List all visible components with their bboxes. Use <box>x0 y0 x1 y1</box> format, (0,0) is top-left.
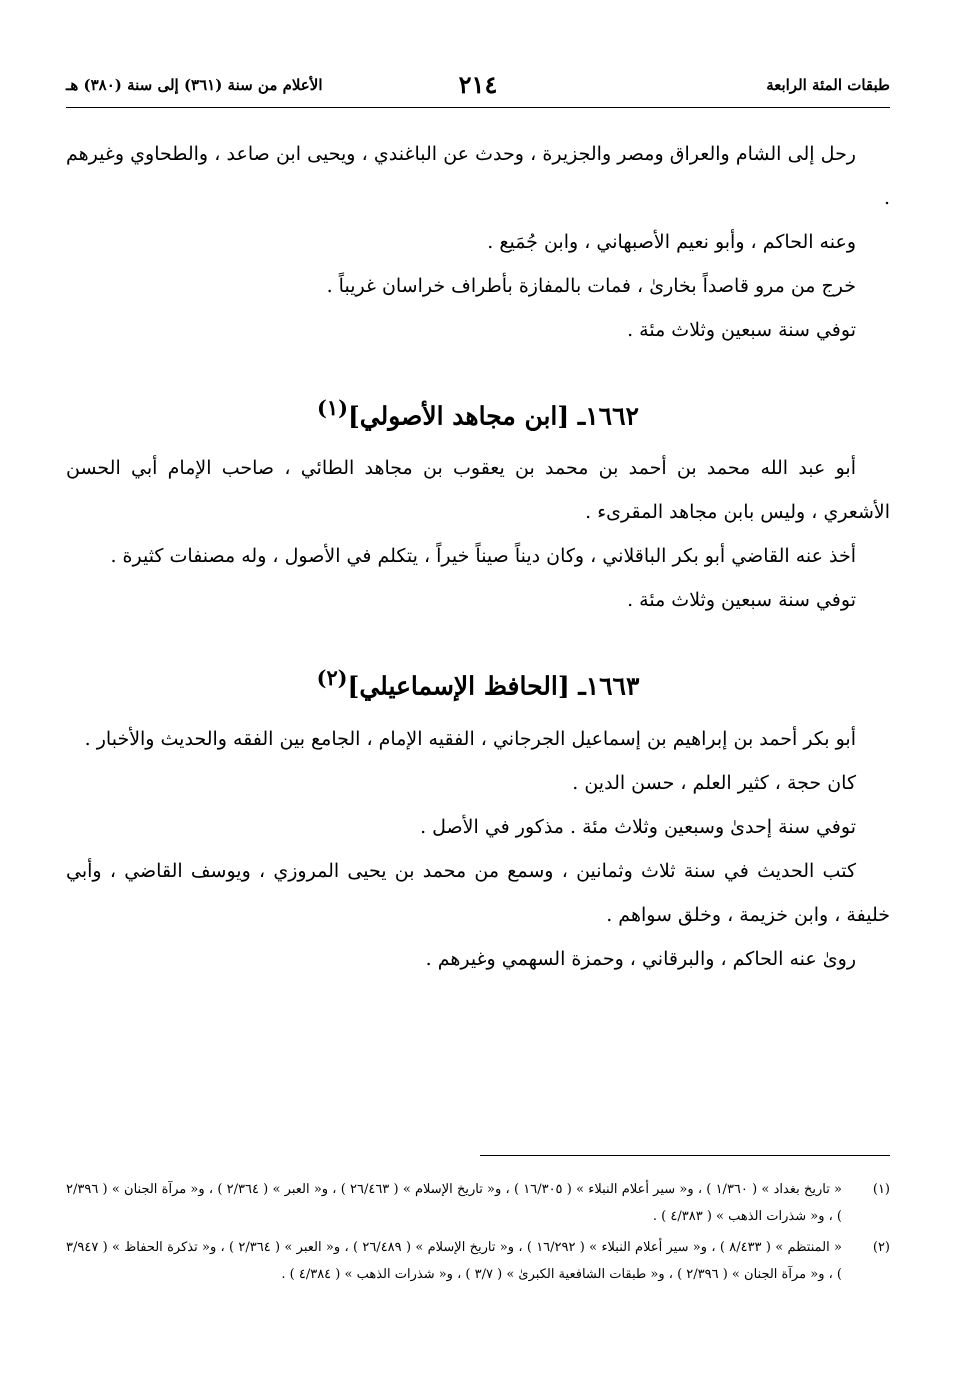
header-book-section: طبقات المئة الرابعة <box>766 76 890 94</box>
footnote-divider <box>480 1155 890 1156</box>
footnote-number: (١) <box>872 1182 890 1197</box>
footnote-number: (٢) <box>872 1240 890 1255</box>
entry-paragraph: توفي سنة إحدىٰ وسبعين وثلاث مئة . مذكور في الأصل . <box>420 815 856 838</box>
entry-paragraph: أخذ عنه القاضي أبو بكر الباقلاني ، وكان ديناً صيناً خيراً ، يتكلم في الأصول ، وله مصنفات كثيرة . <box>110 545 856 568</box>
entry-heading-text: ١٦٦٣ـ [الحافظ الإسماعيلي] <box>347 671 640 701</box>
entry-paragraph: كان حجة ، كثير العلم ، حسن الدين . <box>572 771 856 794</box>
intro-paragraph: وعنه الحاكم ، وأبو نعيم الأصبهاني ، وابن جُمَيع . <box>487 231 856 253</box>
footnote-text: « تاريخ بغداد » ( ١/٣٦٠ ) ، و« سير أعلام النبلاء » ( ١٦/٣٠٥ ) ، و« تاريخ الإسلام » ( ٢٦/٤٦٣ ) ، و« العبر » ( ٢/٣٦٤ ) ، و« مرآة الجنان » ( ٢/٣٩٦ ) ، و« شذرات الذهب » ( ٤/٣٨٣ ) . <box>66 1182 842 1224</box>
entry-paragraph: كتب الحديث في سنة ثلاث وثمانين ، وسمع من محمد بن يحيى المروزي ، ويوسف القاضي ، وأبي خليفة ، وابن خزيمة ، وخلق سواهم . <box>66 859 890 926</box>
intro-paragraph: خرج من مرو قاصداً بخارىٰ ، فمات بالمفازة بأطراف خراسان غريباً . <box>326 275 856 297</box>
footnotes <box>66 1176 890 1292</box>
intro-paragraph: رحل إلى الشام والعراق ومصر والجزيرة ، وحدث عن الباغندي ، ويحيى ابن صاعد ، والطحاوي وغيرهم . <box>66 143 890 209</box>
page-number: ٢١٤ <box>458 70 498 99</box>
header-divider <box>66 107 890 108</box>
entry-heading-1662 <box>66 386 890 438</box>
footnote-text: « المنتظم » ( ٨/٤٣٣ ) ، و« سير أعلام النبلاء » ( ١٦/٢٩٢ ) ، و« تاريخ الإسلام » ( ٢٦/٤٨٩ ) ، و« العبر » ( ٢/٣٦٤ ) ، و« تذكرة الحفاظ » ( ٣/٩٤٧ ) ، و« مرآة الجنان » ( ٢/٣٩٦ ) ، و« طبقات الشافعية الكبرىٰ » ( ٣/٧ ) ، و« شذرات الذهب » ( ٤/٣٨٤ ) . <box>66 1240 842 1282</box>
footnote <box>66 1176 890 1230</box>
entry-heading-1663 <box>66 656 890 708</box>
footnote <box>66 1234 890 1288</box>
footnote-ref-1: (١) <box>317 395 348 420</box>
entry-paragraph: أبو عبد الله محمد بن أحمد بن محمد بن يعقوب بن مجاهد الطائي ، صاحب الإمام أبي الحسن الأشعري ، وليس بابن مجاهد المقرىء . <box>66 457 890 524</box>
intro-paragraph: توفي سنة سبعين وثلاث مئة . <box>627 319 856 341</box>
entry-paragraph: أبو بكر أحمد بن إبراهيم بن إسماعيل الجرجاني ، الفقيه الإمام ، الجامع بين الفقه والحديث والأخبار . <box>84 727 856 750</box>
entry-paragraph: توفي سنة سبعين وثلاث مئة . <box>627 589 856 612</box>
footnote-ref-2: (٢) <box>316 665 348 691</box>
header-year-range: الأعلام من سنة (٣٦١) إلى سنة (٣٨٠) هـ <box>66 76 323 94</box>
main-text <box>66 132 890 981</box>
entry-paragraph: روىٰ عنه الحاكم ، والبرقاني ، وحمزة السهمي وغيرهم . <box>425 947 856 970</box>
entry-heading-text: ١٦٦٢ـ [ابن مجاهد الأصولي] <box>347 401 639 431</box>
running-header <box>66 72 890 104</box>
